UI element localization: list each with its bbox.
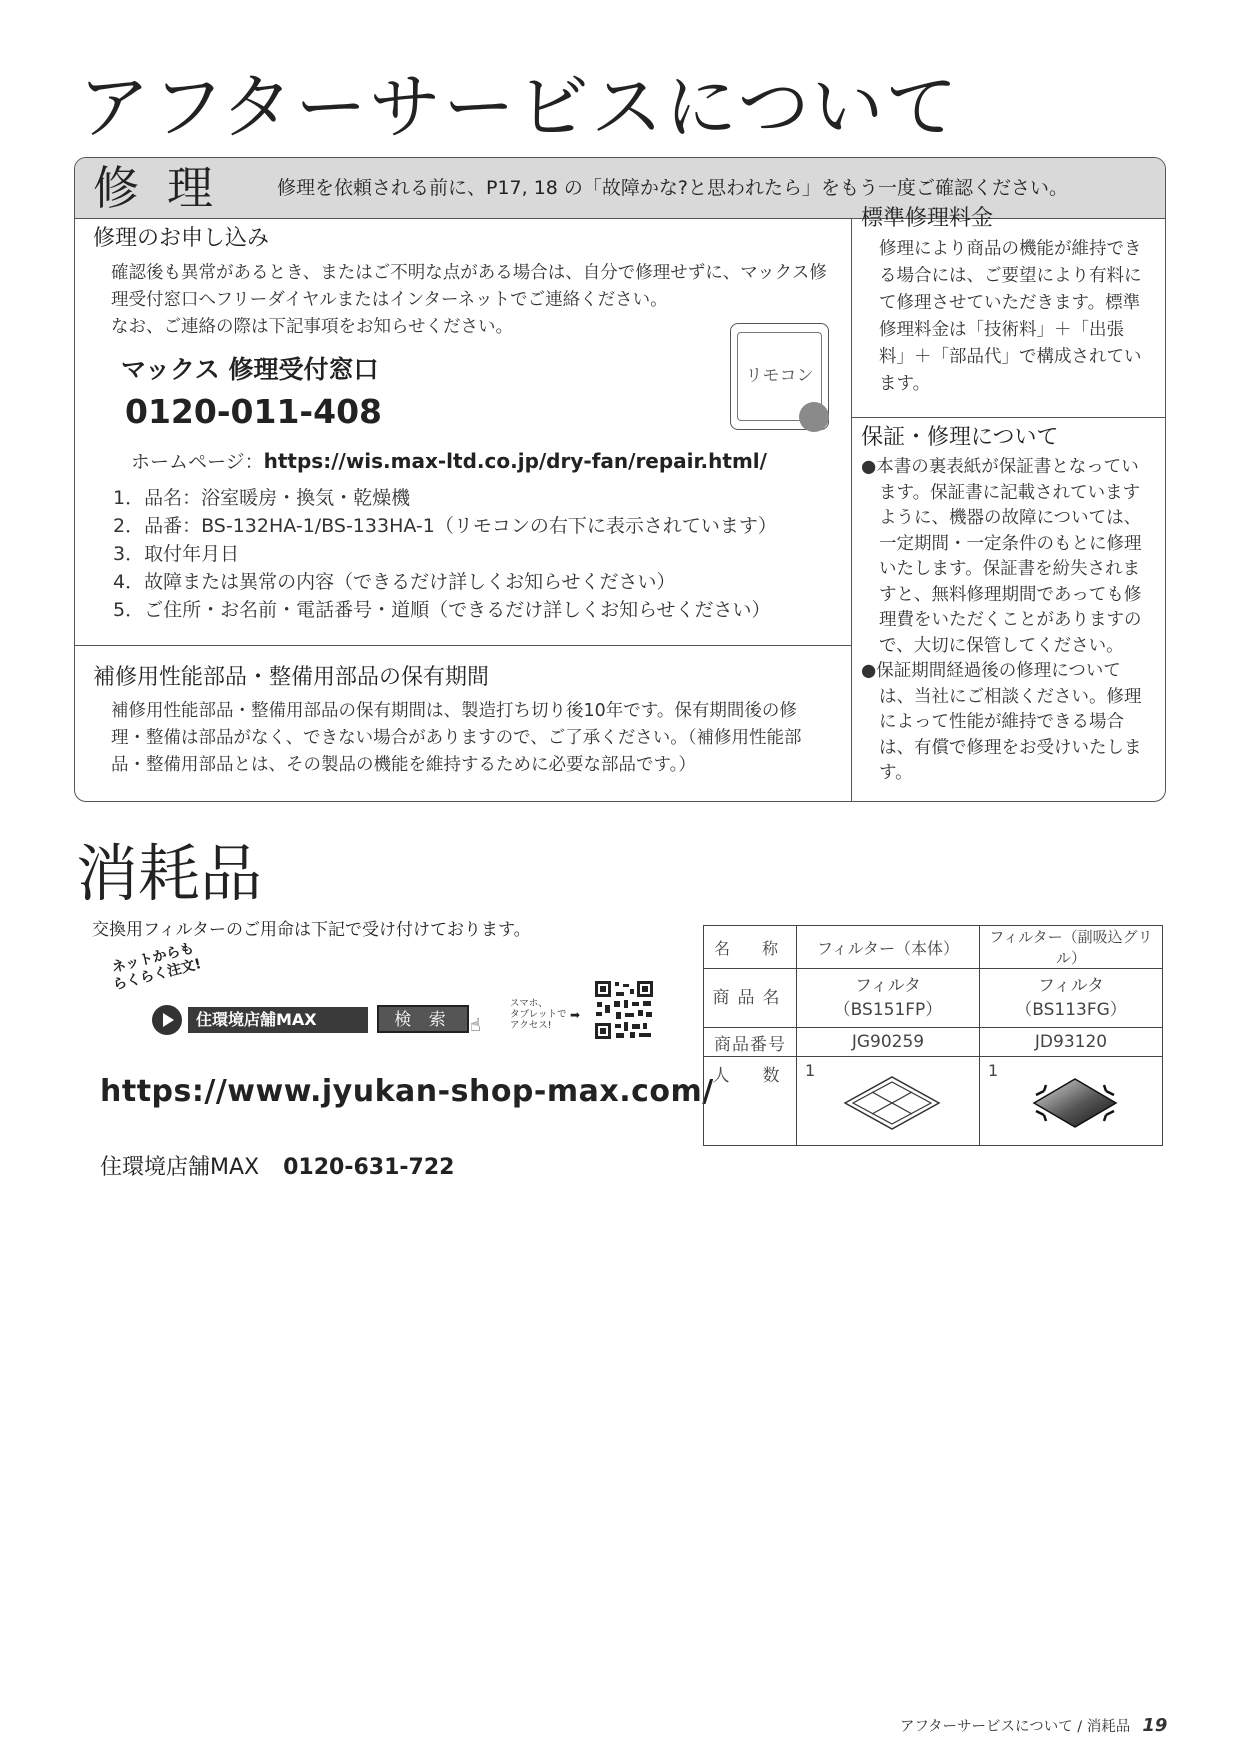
arrow-right-icon: ➡ bbox=[570, 1008, 581, 1022]
warranty-title: 保証・修理について bbox=[861, 425, 1059, 450]
standard-fee-body: 修理により商品の機能が維持できる場合には、ご要望により有料にて修理させていただきます。標準修理料金は「技術料」＋「出張料」＋「部品代」で構成されています。 bbox=[879, 239, 1142, 394]
shop-search-bar bbox=[152, 1005, 481, 1036]
table-row-label: 商品番号 bbox=[704, 1028, 797, 1057]
table-row bbox=[704, 969, 1163, 1028]
filter-table bbox=[703, 925, 1163, 1146]
product-name: フィルタ bbox=[855, 976, 921, 996]
parts-period-body: 補修用性能部品・整備用部品の保有期間は、製造打ち切り後10年です。保有期間後の修理・整備は部品がなく、できない場合がありますので、ご了承ください。（補修用性能部品・整備用部品とは、その製品の機能を維持するために必要な部品です。） bbox=[111, 701, 802, 775]
repair-center-phone: 0120-011-408 bbox=[125, 392, 383, 431]
online-shop-promo bbox=[100, 940, 660, 1040]
list-item: 3．取付年月日 bbox=[113, 543, 240, 565]
list-item: ●本書の裏表紙が保証書となっています。保証書に記載されていますように、機器の故障については、一定期間・一定条件のもとに修理いたします。保証書を紛失されますと、無料修理期間であっても修理費をいただくことがありますので、大切に保管してください。 bbox=[861, 457, 1142, 656]
product-model: （BS151FP） bbox=[833, 1000, 943, 1020]
shop-name: 住環境店舗MAX bbox=[100, 1155, 260, 1180]
play-icon bbox=[152, 1005, 182, 1035]
grille-filter-icon bbox=[1020, 1071, 1130, 1135]
list-item: ●保証期間経過後の修理については、当社にご相談ください。修理によって性能が維持できる場合は、有償で修理をお受けいたします。 bbox=[861, 661, 1142, 783]
table-row bbox=[704, 1057, 1163, 1146]
table-header-cell: フィルター（本体） bbox=[797, 926, 980, 969]
consumables-note: 交換用フィルターのご用命は下記で受け付けております。 bbox=[92, 920, 531, 940]
repair-center-name: マックス 修理受付窓口 bbox=[121, 355, 379, 384]
table-row bbox=[704, 1028, 1163, 1057]
shop-url[interactable]: https://www.jyukan-shop-max.com/ bbox=[100, 1074, 714, 1109]
play-triangle bbox=[163, 1013, 174, 1027]
right-column bbox=[851, 158, 1165, 801]
table-cell: JG90259 bbox=[797, 1028, 980, 1057]
homepage-label: ホームページ： bbox=[131, 451, 264, 473]
pointer-hand-icon: ☝ bbox=[470, 1015, 481, 1036]
shop-phone: 0120-631-722 bbox=[283, 1155, 455, 1180]
table-row-label: 商品名 bbox=[704, 969, 797, 1028]
homepage-line bbox=[131, 446, 767, 477]
list-item: 4．故障または異常の内容（できるだけ詳しくお知らせください） bbox=[113, 571, 676, 593]
application-body: 確認後も異常があるとき、またはご不明な点がある場合は、自分で修理せずに、マックス修理受付窓口へフリーダイヤルまたはインターネットでご連絡ください。 なお、ご連絡の際は下記事項をお知らせください。 bbox=[111, 263, 827, 337]
shop-contact bbox=[100, 1152, 454, 1184]
footer-section: アフターサービスについて / 消耗品 bbox=[900, 1719, 1131, 1735]
consumables-title: 消耗品 bbox=[76, 837, 263, 910]
homepage-link[interactable]: https://wis.max-ltd.co.jp/dry-fan/repair.html/ bbox=[263, 449, 767, 473]
page-footer bbox=[900, 1716, 1167, 1737]
table-header-cell: フィルター（副吸込グリル） bbox=[980, 926, 1163, 969]
table-cell bbox=[980, 1057, 1163, 1146]
list-item: 5．ご住所・お名前・電話番号・道順（できるだけ詳しくお知らせください） bbox=[113, 599, 771, 621]
row-divider-left bbox=[75, 645, 851, 646]
product-model: （BS113FG） bbox=[1015, 1000, 1127, 1020]
standard-fee-title: 標準修理料金 bbox=[861, 206, 994, 231]
page-title: アフターサービスについて bbox=[78, 65, 960, 149]
list-item: 1．品名：浴室暖房・換気・乾燥機 bbox=[113, 487, 411, 509]
model-label-marker-icon bbox=[799, 402, 829, 432]
table-cell bbox=[980, 969, 1163, 1028]
search-button[interactable]: 検 索 bbox=[377, 1005, 469, 1033]
table-cell bbox=[797, 969, 980, 1028]
contact-info-list bbox=[113, 484, 777, 624]
table-row bbox=[704, 926, 1163, 969]
quantity-value: 1 bbox=[805, 1061, 816, 1080]
parts-period-title: 補修用性能部品・整備用部品の保有期間 bbox=[93, 665, 490, 690]
application-title: 修理のお申し込み bbox=[93, 226, 270, 251]
table-cell: JD93120 bbox=[980, 1028, 1163, 1057]
table-cell bbox=[797, 1057, 980, 1146]
product-name: フィルタ bbox=[1038, 976, 1104, 996]
remote-control-illustration bbox=[730, 323, 829, 430]
repair-section bbox=[74, 157, 1166, 802]
qr-code-icon[interactable] bbox=[594, 980, 654, 1040]
promo-badge: ネットからも らくらく注文! bbox=[110, 940, 203, 994]
warranty-list bbox=[861, 455, 1153, 787]
remote-control-label: リモコン bbox=[745, 366, 814, 386]
shop-name-field: 住環境店舗MAX bbox=[188, 1007, 368, 1033]
list-item: 2．品番：BS-132HA-1/BS-133HA-1（リモコンの右下に表示されています） bbox=[113, 515, 777, 537]
quantity-value: 1 bbox=[988, 1061, 999, 1080]
main-filter-icon bbox=[837, 1071, 947, 1135]
page-number: 19 bbox=[1142, 1715, 1168, 1736]
repair-heading: 修理 bbox=[93, 161, 241, 215]
table-header-cell: 名 称 bbox=[704, 926, 797, 969]
smartphone-note: スマホ、 タブレットで アクセス! bbox=[510, 998, 567, 1031]
table-row-label: 人 数 bbox=[704, 1057, 797, 1146]
repair-note: 修理を依頼される前に、P17, 18 の「故障かな?と思われたら」をもう一度ご確認ください。 bbox=[277, 177, 1069, 199]
